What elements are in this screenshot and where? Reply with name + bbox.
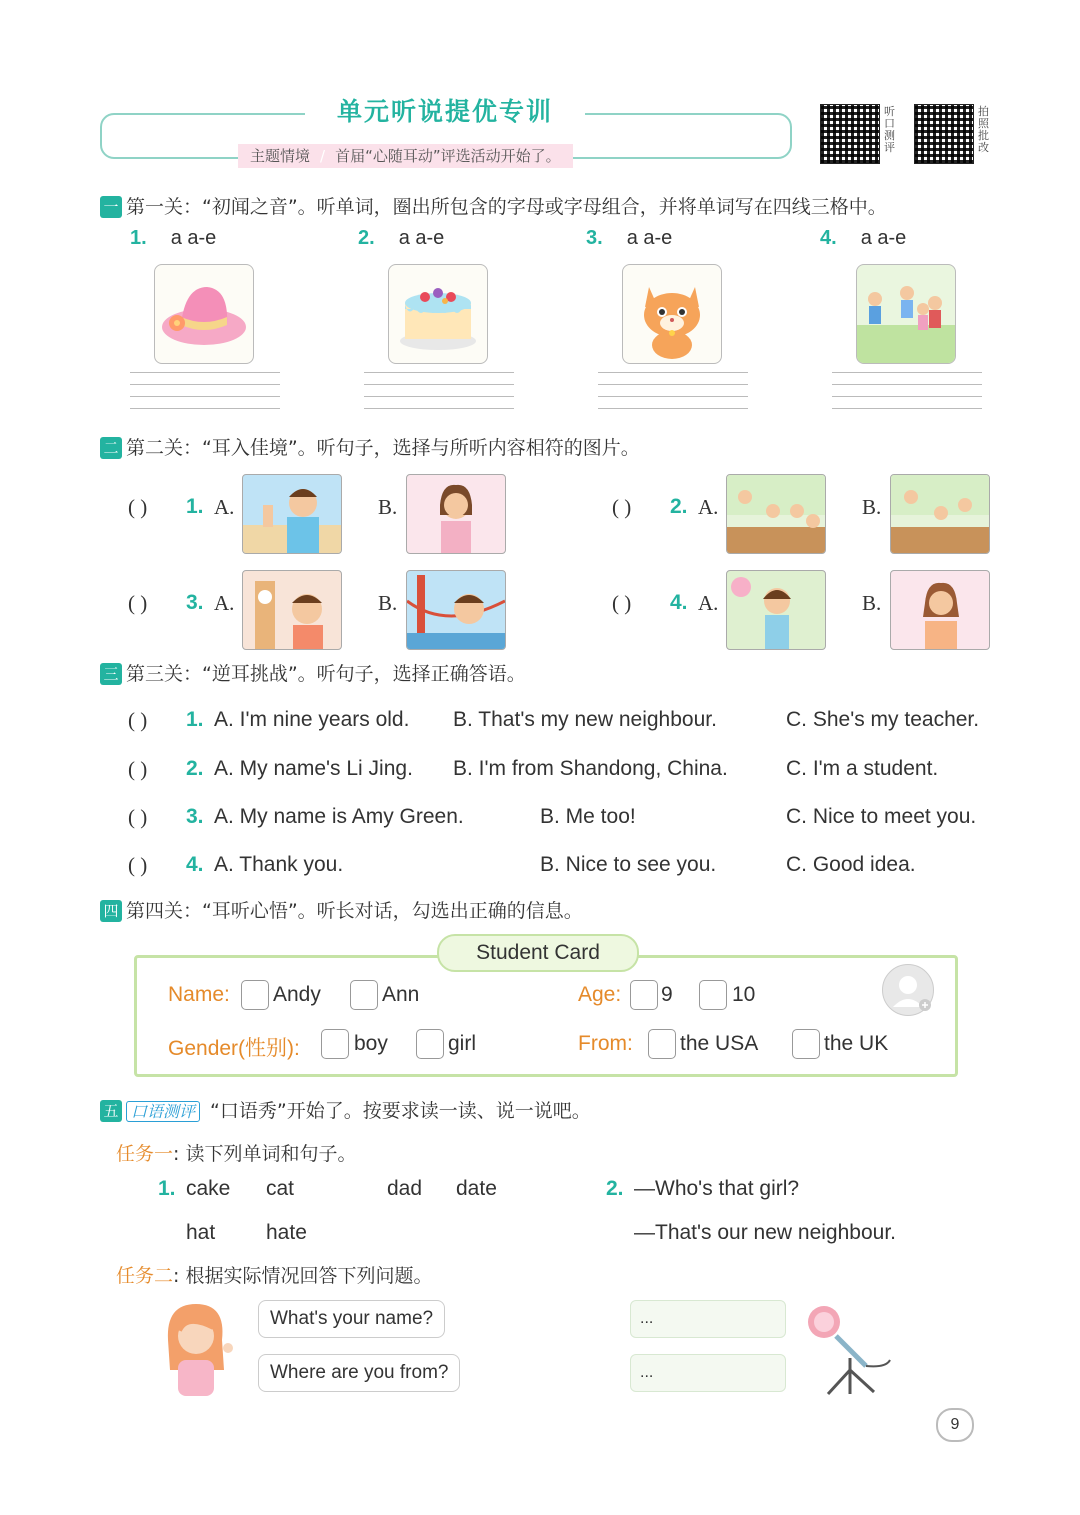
big-ben-icon [243,571,341,649]
option-uk: the UK [824,1032,889,1055]
kids-running-icon [857,265,955,363]
girl-garden-icon [727,571,825,649]
q-number: 2. [670,495,688,518]
option-b: B. I'm from Shandong, China. [453,757,728,780]
girl-icon [407,475,505,553]
option-a: A. I'm nine years old. [214,708,410,731]
dialog-line: —That's our new neighbour. [634,1221,896,1244]
boy-waving-icon [243,475,341,553]
part5-heading [100,1096,591,1123]
theme-text: 首届“心随耳动”评选活动开始了。 [335,147,561,165]
p1-item-label: 4. a a-e [820,227,907,249]
answer-blank[interactable]: ( ) [128,805,148,829]
question-bubble: What's your name? [258,1300,445,1338]
option-age-10: 10 [732,983,756,1006]
word: dad [387,1177,423,1200]
option-b: B. That's my new neighbour. [453,708,717,731]
cat-picture [622,264,722,364]
answer-blank[interactable]: ( ) [128,757,148,781]
checkbox-age-9[interactable] [630,980,658,1010]
answer-bubble[interactable]: ... [630,1354,786,1392]
writing-lines[interactable] [364,372,514,423]
microphone-icon [800,1298,900,1400]
word: hate [266,1221,307,1244]
part5-heading-text: “口语秀”开始了。按要求读一读、说一说吧。 [210,1100,591,1122]
theme-tag: 主题情境 [250,147,311,165]
word: cat [266,1177,295,1200]
p1-item-label: 1. a a-e [130,227,217,249]
part4-heading [100,896,583,923]
cake-picture [388,264,488,364]
q-number: 3. [186,805,204,828]
classroom-icon [891,475,989,553]
task1-heading: 任务一: 读下列单词和句子。 [116,1143,357,1165]
picture-classroom[interactable] [726,474,826,554]
option-c: C. Nice to meet you. [786,805,977,828]
word: date [456,1177,497,1200]
answer-blank[interactable]: ( ) [612,495,632,519]
p1-item-label: 2. a a-e [358,227,445,249]
part3-heading [100,659,526,686]
picture-girl-garden[interactable] [726,570,826,650]
part1-heading [100,192,887,219]
classroom-icon [727,475,825,553]
option-a-label: A. [698,591,719,615]
option-c: C. Good idea. [786,853,916,876]
q-number: 1. [186,495,204,518]
option-usa: the USA [680,1032,759,1055]
option-c: C. I'm a student. [786,757,939,780]
hat-icon [155,265,253,363]
student-card-title: Student Card [437,934,639,972]
picture-golden-gate[interactable] [406,570,506,650]
checkbox-ann[interactable] [350,980,378,1010]
part2-badge: 二 [100,437,122,459]
page-title: 单元听说提优专训 [305,92,585,132]
writing-lines[interactable] [832,372,982,423]
q-number: 4. [186,853,204,876]
avatar-icon [882,964,934,1016]
q-number: 4. [670,591,688,614]
part2-heading-text: 第二关：“耳入佳境”。听句子，选择与所听内容相符的图片。 [126,437,640,459]
from-label: From: [578,1032,633,1055]
writing-lines[interactable] [130,372,280,423]
qr2-label: 拍照批改 [978,105,989,154]
option-b: B. Me too! [540,805,636,828]
p1-item-label: 3. a a-e [586,227,673,249]
part1-heading-text: 第一关：“初闻之音”。听单词，圈出所包含的字母或字母组合，并将单词写在四线三格中。 [126,196,887,218]
option-b: B. Nice to see you. [540,853,717,876]
t1-num2: 2. [606,1177,624,1200]
age-label: Age: [578,983,622,1006]
t1-num1: 1. [158,1177,176,1200]
hat-picture [154,264,254,364]
qr1-label: 听口测评 [884,105,895,154]
option-andy: Andy [273,983,321,1006]
word: cake [186,1177,231,1200]
girl-icon [156,1300,236,1400]
option-girl: girl [448,1032,477,1055]
part5-badge: 五 [100,1100,122,1122]
answer-bubble[interactable]: ... [630,1300,786,1338]
task2-heading: 任务二: 根据实际情况回答下列问题。 [116,1265,433,1287]
kids-picture [856,264,956,364]
checkbox-usa[interactable] [648,1029,676,1059]
golden-gate-icon [407,571,505,649]
part4-heading-text: 第四关：“耳听心悟”。听长对话，勾选出正确的信息。 [126,900,583,922]
option-a: A. My name's Li Jing. [214,757,413,780]
name-label: Name: [168,983,230,1006]
checkbox-andy[interactable] [241,980,269,1010]
option-c: C. She's my teacher. [786,708,980,731]
speaking-test-tag: 口语测评 [126,1101,200,1122]
picture-girl[interactable] [406,474,506,554]
woman-icon [891,571,989,649]
answer-blank[interactable]: ( ) [128,495,148,519]
option-b-label: B. [862,591,882,615]
qr-code-icon[interactable] [820,104,880,164]
part3-badge: 三 [100,663,122,685]
option-a-label: A. [214,495,235,519]
page-number: 9 [936,1408,974,1442]
word: hat [186,1221,216,1244]
q-number: 1. [186,708,204,731]
cake-icon [389,265,487,363]
option-a-label: A. [214,591,235,615]
option-b-label: B. [378,591,398,615]
option-a: A. Thank you. [214,853,344,876]
picture-woman[interactable] [890,570,990,650]
option-age-9: 9 [661,983,673,1006]
question-bubble: Where are you from? [258,1354,460,1392]
dialog-line: —Who's that girl? [634,1177,800,1200]
option-b-label: B. [862,495,882,519]
part1-badge: 一 [100,196,122,218]
part3-heading-text: 第三关：“逆耳挑战”。听句子，选择正确答语。 [126,663,526,685]
gender-label: Gender(性别): [168,1037,300,1060]
cat-icon [623,265,721,363]
answer-blank[interactable]: ( ) [128,708,148,732]
answer-blank[interactable]: ( ) [128,853,148,877]
qr-code-icon[interactable] [914,104,974,164]
q-number: 3. [186,591,204,614]
theme-banner: 主题情境 / 首届“心随耳动”评选活动开始了。 [238,144,573,168]
checkbox-girl[interactable] [416,1029,444,1059]
girl-illustration [156,1300,236,1400]
checkbox-boy[interactable] [321,1029,349,1059]
checkbox-uk[interactable] [792,1029,820,1059]
option-boy: boy [354,1032,388,1055]
checkbox-age-10[interactable] [699,980,727,1010]
option-a: A. My name is Amy Green. [214,805,464,828]
picture-boy-waving[interactable] [242,474,342,554]
option-ann: Ann [382,983,420,1006]
picture-big-ben[interactable] [242,570,342,650]
answer-blank[interactable]: ( ) [128,591,148,615]
option-b-label: B. [378,495,398,519]
picture-classroom-2[interactable] [890,474,990,554]
writing-lines[interactable] [598,372,748,423]
option-a-label: A. [698,495,719,519]
answer-blank[interactable]: ( ) [612,591,632,615]
part4-badge: 四 [100,900,122,922]
part2-heading [100,433,640,460]
q-number: 2. [186,757,204,780]
